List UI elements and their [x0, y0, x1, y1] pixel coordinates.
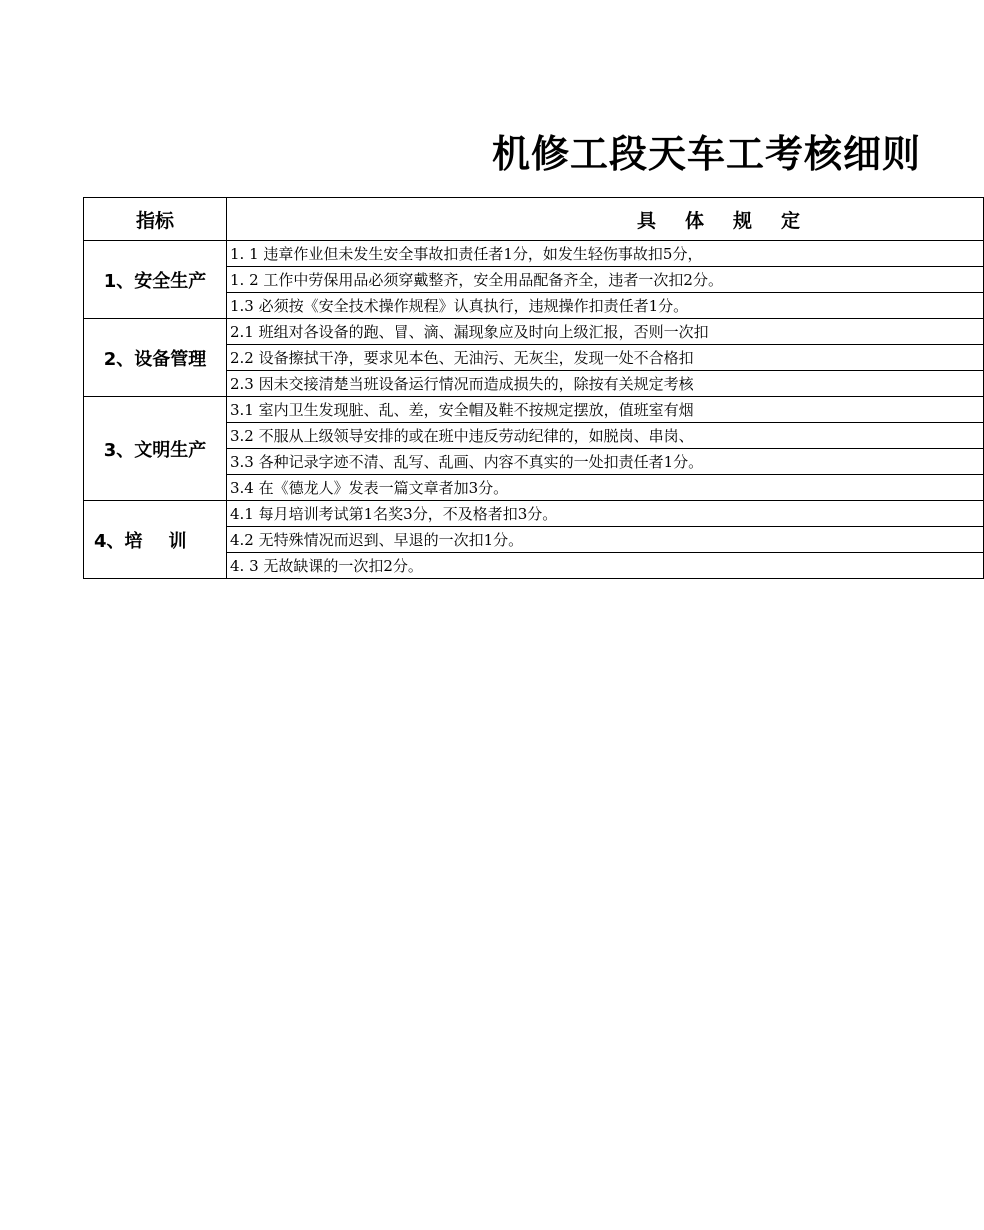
rule-cell: 3.2 不服从上级领导安排的或在班中违反劳动纪律的，如脱岗、串岗、 [227, 423, 984, 449]
indicator-safety: 1、安全生产 [84, 241, 227, 319]
rule-cell: 1. 1 违章作业但未发生安全事故扣责任者1分，如发生轻伤事故扣5分， [227, 241, 984, 267]
page-title: 机修工段天车工考核细则 [492, 132, 922, 176]
header-rules-char: 定 [781, 209, 801, 232]
rule-cell: 4.2 无特殊情况而迟到、早退的一次扣1分。 [227, 527, 984, 553]
header-rules-char: 体 [685, 209, 705, 232]
rule-cell: 2.3 因未交接清楚当班设备运行情况而造成损失的，除按有关规定考核 [227, 371, 984, 397]
rule-cell: 3.3 各种记录字迹不清、乱写、乱画、内容不真实的一处扣责任者1分。 [227, 449, 984, 475]
indicator-training-part: 训 [168, 530, 187, 552]
table-row [84, 397, 984, 423]
rule-cell: 3.1 室内卫生发现脏、乱、差，安全帽及鞋不按规定摆放，值班室有烟 [227, 397, 984, 423]
assessment-table [83, 197, 806, 585]
table-header-row [84, 198, 984, 241]
indicator-civilized-production: 3、文明生产 [84, 397, 227, 501]
indicator-training-part: 4、培 [94, 530, 143, 552]
header-rules-char: 具 [637, 209, 657, 232]
rule-cell: 2.2 设备擦拭干净，要求见本色、无油污、无灰尘，发现一处不合格扣 [227, 345, 984, 371]
indicator-equipment: 2、设备管理 [84, 319, 227, 397]
table-row [84, 501, 984, 527]
table-row [84, 241, 984, 267]
rule-cell: 1.3 必须按《安全技术操作规程》认真执行，违规操作扣责任者1分。 [227, 293, 984, 319]
header-indicator: 指标 [84, 198, 227, 241]
header-rules [227, 198, 984, 241]
rule-cell: 1. 2 工作中劳保用品必须穿戴整齐，安全用品配备齐全，违者一次扣2分。 [227, 267, 984, 293]
rule-cell: 3.4 在《德龙人》发表一篇文章者加3分。 [227, 475, 984, 501]
rule-cell: 4. 3 无故缺课的一次扣2分。 [227, 553, 984, 579]
indicator-training [84, 501, 227, 579]
rule-cell: 2.1 班组对各设备的跑、冒、滴、漏现象应及时向上级汇报，否则一次扣 [227, 319, 984, 345]
table-row [84, 319, 984, 345]
header-rules-char: 规 [733, 209, 753, 232]
rule-cell: 4.1 每月培训考试第1名奖3分，不及格者扣3分。 [227, 501, 984, 527]
